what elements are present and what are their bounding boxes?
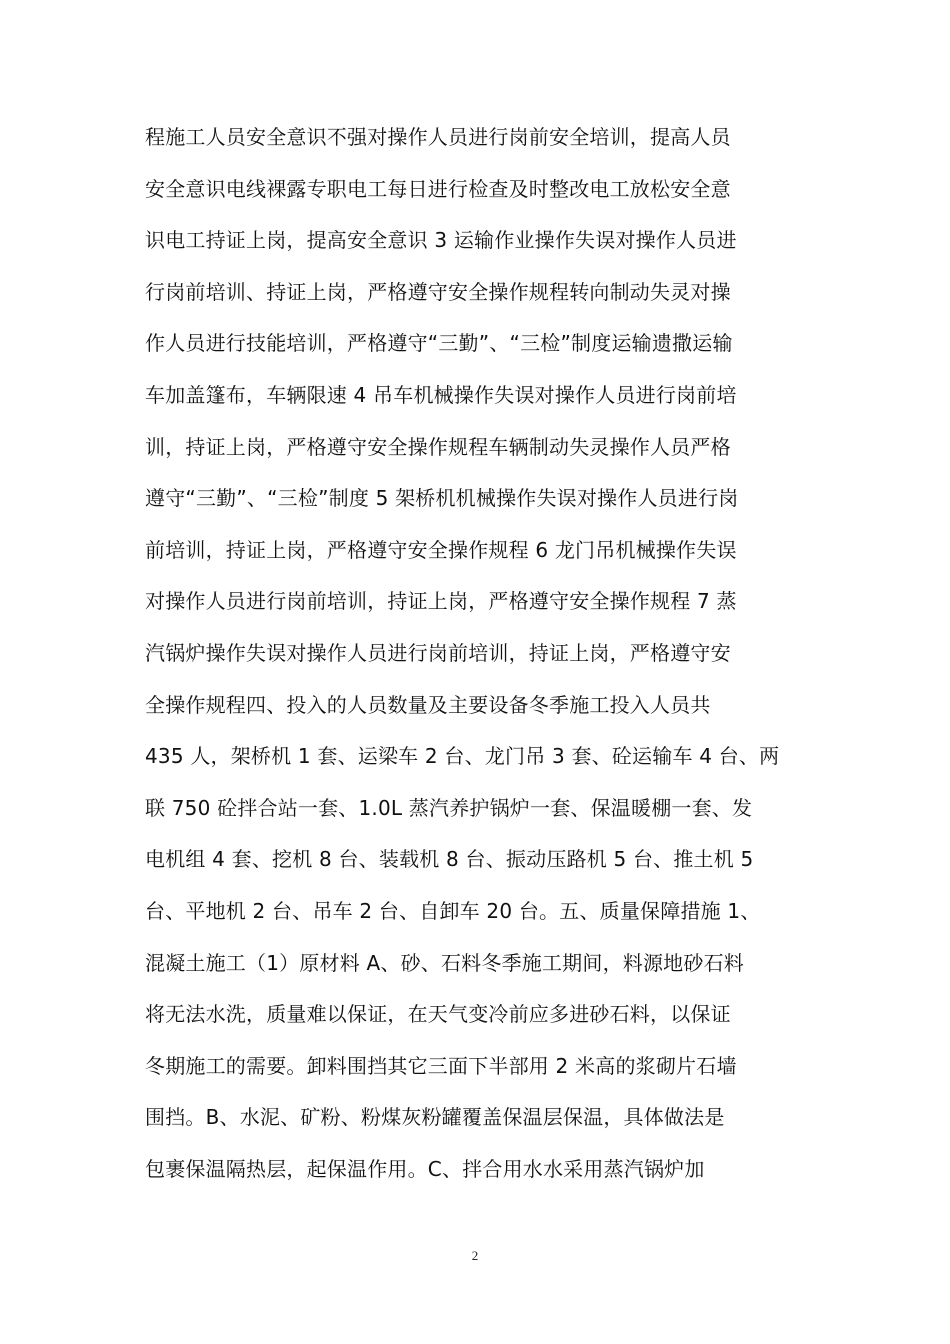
text-line: 围挡。B、水泥、矿粉、粉煤灰粉罐覆盖保温层保温，具体做法是 xyxy=(145,1105,725,1130)
text-line: 训，持证上岗，严格遵守安全操作规程车辆制动失灵操作人员严格 xyxy=(145,434,731,459)
text-line: 全操作规程四、投入的人员数量及主要设备冬季施工投入人员共 xyxy=(145,692,711,717)
text-line: 前培训，持证上岗，严格遵守安全操作规程 6 龙门吊机械操作失误 xyxy=(145,537,737,562)
text-line: 电机组 4 套、挖机 8 台、装载机 8 台、振动压路机 5 台、推土机 5 xyxy=(145,847,754,872)
text-line: 对操作人员进行岗前培训，持证上岗，严格遵守安全操作规程 7 蒸 xyxy=(145,589,737,614)
text-line: 将无法水洗，质量难以保证，在天气变冷前应多进砂石料，以保证 xyxy=(145,1002,731,1027)
text-line: 安全意识电线裸露专职电工每日进行检查及时整改电工放松安全意 xyxy=(145,176,731,201)
text-line: 包裹保温隔热层，起保温作用。C、拌合用水水采用蒸汽锅炉加 xyxy=(145,1156,705,1181)
text-line: 冬期施工的需要。卸料围挡其它三面下半部用 2 米高的浆砌片石墙 xyxy=(145,1053,737,1078)
text-line: 435 人，架桥机 1 套、运梁车 2 台、龙门吊 3 套、砼运输车 4 台、两 xyxy=(145,744,780,769)
text-line: 混凝土施工（1）原材料 A、砂、石料冬季施工期间，料源地砂石料 xyxy=(145,950,744,975)
page-number: 2 xyxy=(471,1248,479,1263)
text-line: 作人员进行技能培训，严格遵守“三勤”、“三检”制度运输遗撒运输 xyxy=(145,331,733,356)
text-line: 遵守“三勤”、“三检”制度 5 架桥机机械操作失误对操作人员进行岗 xyxy=(145,486,739,511)
text-line: 台、平地机 2 台、吊车 2 台、自卸车 20 台。五、质量保障措施 1、 xyxy=(145,898,761,923)
text-line: 行岗前培训、持证上岗，严格遵守安全操作规程转向制动失灵对操 xyxy=(145,279,731,304)
text-line: 联 750 砼拌合站一套、1.0L 蒸汽养护锅炉一套、保温暖棚一套、发 xyxy=(145,795,753,820)
text-line: 汽锅炉操作失误对操作人员进行岗前培训，持证上岗，严格遵守安 xyxy=(145,640,731,665)
text-line: 程施工人员安全意识不强对操作人员进行岗前安全培训，提高人员 xyxy=(145,125,731,149)
text-line: 车加盖篷布，车辆限速 4 吊车机械操作失误对操作人员进行岗前培 xyxy=(145,382,737,407)
body-text xyxy=(145,112,815,1195)
text-line: 识电工持证上岗，提高安全意识 3 运输作业操作失误对操作人员进 xyxy=(145,228,737,253)
